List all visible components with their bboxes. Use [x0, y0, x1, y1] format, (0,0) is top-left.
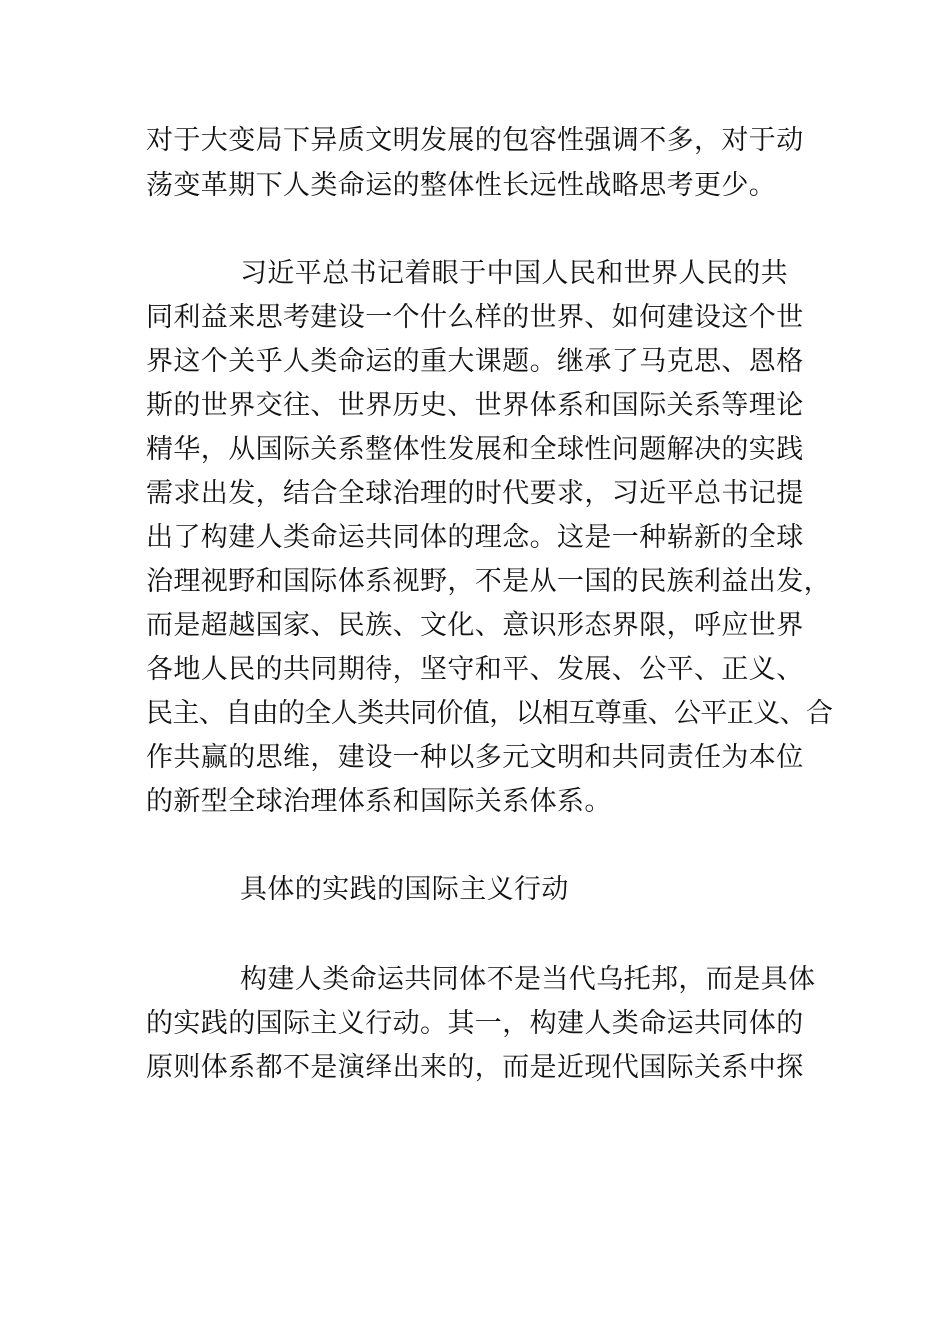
text-line: 同利益来思考建设一个什么样的世界、如何建设这个世	[146, 302, 804, 333]
text-line: 原则体系都不是演绎出来的，而是近现代国际关系中探	[146, 1052, 804, 1083]
text-line: 对于大变局下异质文明发展的包容性强调不多，对于动	[146, 125, 804, 156]
text-line: 的新型全球治理体系和国际关系体系。	[146, 786, 612, 817]
text-line: 构建人类命运共同体不是当代乌托邦，而是具体	[240, 964, 816, 995]
text-line: 出了构建人类命运共同体的理念。这是一种崭新的全球	[146, 522, 804, 553]
text-line: 精华，从国际关系整体性发展和全球性问题解决的实践	[146, 434, 804, 465]
text-line: 斯的世界交往、世界历史、世界体系和国际关系等理论	[146, 390, 804, 421]
text-line: 民主、自由的全人类共同价值，以相互尊重、公平正义、合	[146, 698, 833, 729]
text-line: 各地人民的共同期待，坚守和平、发展、公平、正义、	[146, 654, 804, 685]
text-line: 治理视野和国际体系视野，不是从一国的民族利益出发，	[146, 566, 831, 597]
text-line: 的实践的国际主义行动。其一，构建人类命运共同体的	[146, 1008, 804, 1039]
text-line: 习近平总书记着眼于中国人民和世界人民的共	[240, 258, 788, 289]
text-line: 而是超越国家、民族、文化、意识形态界限，呼应世界	[146, 610, 804, 641]
text-line: 需求出发，结合全球治理的时代要求，习近平总书记提	[146, 478, 804, 509]
text-line: 界这个关乎人类命运的重大课题。继承了马克思、恩格	[146, 346, 804, 377]
text-line: 作共赢的思维，建设一种以多元文明和共同责任为本位	[146, 742, 804, 773]
text-line: 荡变革期下人类命运的整体性长远性战略思考更少。	[146, 170, 777, 201]
section-heading: 具体的实践的国际主义行动	[240, 874, 569, 905]
